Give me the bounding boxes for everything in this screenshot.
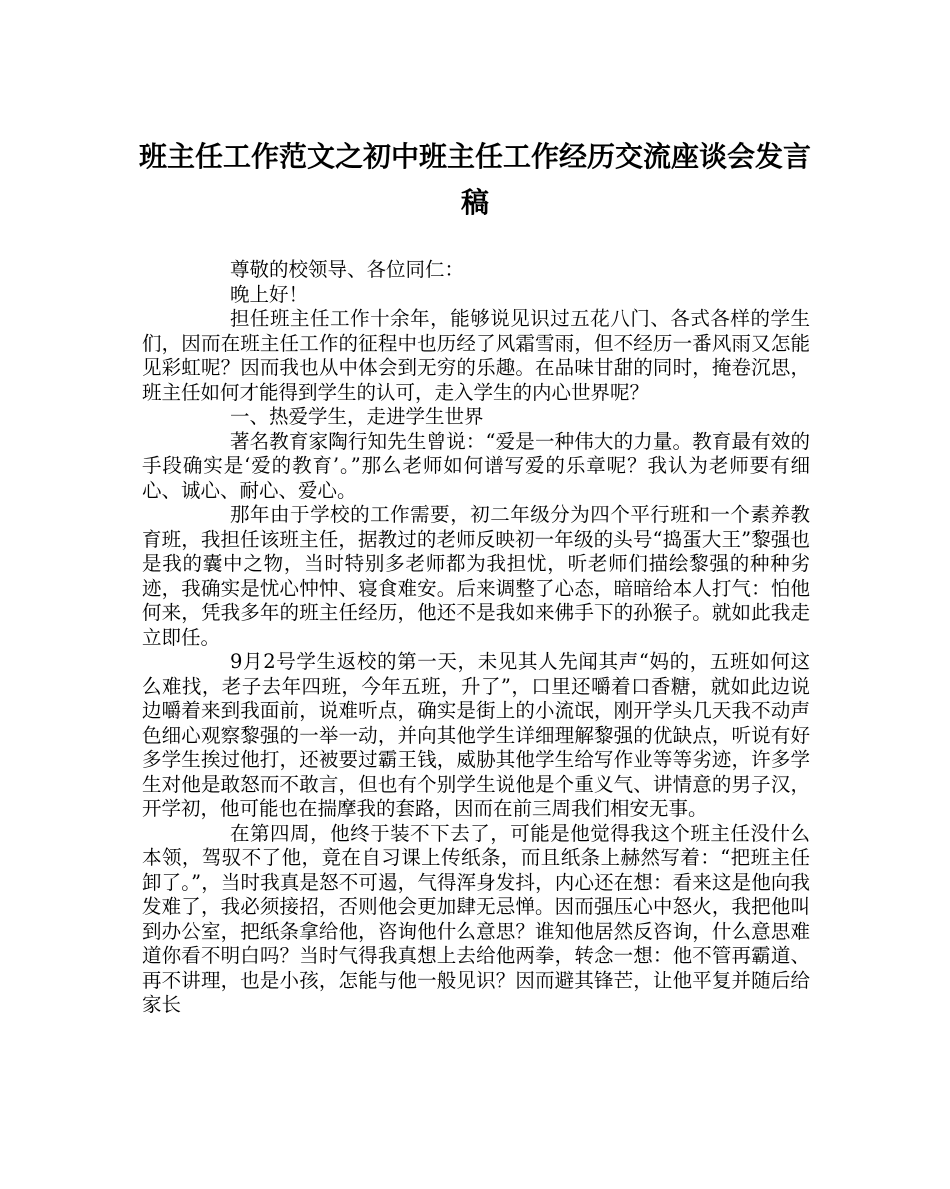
salutation: 尊敬的校领导、各位同仁： [230, 258, 465, 281]
body-paragraph: 著名教育家陶行知先生曾说：“爱是一种伟大的力量。教育最有效的手段确实是‘爱的教育’。”那么老师如何谱写爱的乐章呢？我认为老师要有细心、诚心、耐心、爱心。 [142, 429, 810, 502]
document-body [142, 258, 810, 1018]
body-paragraph: 担任班主任工作十余年，能够说见识过五花八门、各式各样的学生们，因而在班主任工作的征程中也历经了风霜雪雨，但不经历一番风雨又怎能见彩虹呢？因而我也从中体会到无穷的乐趣。在品味甘甜的同时，掩卷沉思，班主任如何才能得到学生的认可，走入学生的内心世界呢？ [142, 307, 810, 404]
document-title: 班主任工作范文之初中班主任工作经历交流座谈会发言稿 [138, 140, 811, 219]
section-heading: 一、热爱学生，走进学生世界 [230, 405, 484, 428]
greeting: 晚上好！ [230, 282, 309, 306]
body-paragraph: 9月2号学生返校的第一天，未见其人先闻其声“妈的，五班如何这么难找，老子去年四班，今年五班，升了”，口里还嚼着口香糖，就如此边说边嚼着来到我面前，说难听点，确实是街上的小流氓，刚开学头几天我不动声色细心观察黎强的一举一动，并向其他学生详细理解黎强的优缺点，听说有好多学生挨过他打，还被要过霸王钱，威胁其他学生给写作业等等劣迹，许多学生对他是敢怒而不敢言，但也有个别学生说他是个重义气、讲情意的男子汉，开学初，他可能也在揣摩我的套路，因而在前三周我们相安无事。 [142, 650, 810, 820]
body-paragraph: 那年由于学校的工作需要，初二年级分为四个平行班和一个素养教育班，我担任该班主任，据教过的老师反映初一年级的头号“捣蛋大王”黎强也是我的囊中之物，当时特别多老师都为我担忧，听老师们描绘黎强的种种劣迹，我确实是忧心忡忡、寝食难安。后来调整了心态，暗暗给本人打气：怕他何来，凭我多年的班主任经历，他还不是我如来佛手下的孙猴子。就如此我走立即任。 [142, 503, 810, 649]
body-paragraph: 在第四周，他终于装不下去了，可能是他觉得我这个班主任没什么本领，驾驭不了他，竟在自习课上传纸条，而且纸条上赫然写着：“把班主任卸了。”，当时我真是怒不可遏，气得浑身发抖，内心还在想：看来这是他向我发难了，我必须接招，否则他会更加肆无忌惮。因而强压心中怒火，我把他叫到办公室，把纸条拿给他，咨询他什么意思？谁知他居然反咨询，什么意思难道你看不明白吗？当时气得我真想上去给他两拳，转念一想：他不管再霸道、再不讲理，也是小孩，怎能与他一般见识？因而避其锋芒，让他平复并随后给家长 [142, 821, 810, 1016]
